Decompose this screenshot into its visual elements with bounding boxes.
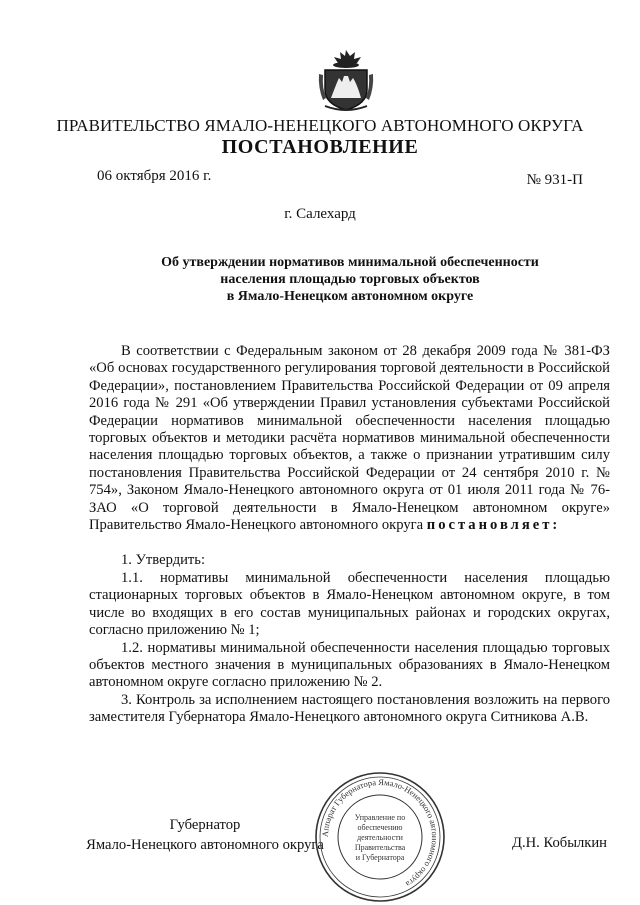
coat-of-arms-icon (317, 48, 375, 112)
stamp-line: Управление по (354, 813, 406, 822)
signatory-region: Ямало-Ненецкого автономного округа (86, 837, 324, 853)
preamble-paragraph (89, 343, 610, 534)
document-city: г. Салехард (284, 206, 356, 222)
document-body (89, 343, 610, 727)
stamp-line: и Губернатора (355, 853, 405, 862)
item-1: 1. Утвердить: (121, 552, 206, 569)
document-date: 06 октября 2016 г. (97, 168, 212, 184)
preamble-text: В соответствии с Федеральным законом от 28 декабря 2009 года № 381-ФЗ «Об основах государственного регулирования торговой деятельности в Российской Федерации», постановлением Правительства Российской Федерации от 09 апреля 2016 года № 291 «Об утверждении Правил установления субъектами Российской Федерации нормативов минимальной обеспеченности населения площадью торговых объектов и методики расчёта нормативов минимальной обеспеченности населения площадью торговых объектов, а также о признании утратившим силу постановления Правительства Российской Федерации от 24 сентября 2010 г. № 754», Законом Ямало-Ненецкого автономного округа от 01 июля 2011 года № 76-ЗАО «О торговой деятельности в Ямало-Ненецком автономном округе» Правительство Ямало-Ненецкого автономного округа (89, 343, 610, 534)
item-1-2: 1.2. нормативы минимальной обеспеченности населения площадью торговых объектов местного значения в муниципальных образованиях в Ямало-Ненецком автономном округе согласно приложению № 2. (89, 639, 610, 691)
item-3: 3. Контроль за исполнением настоящего постановления возложить на первого заместителя Губернатора Ямало-Ненецкого автономного округа Ситникова А.В. (89, 691, 610, 726)
government-name: ПРАВИТЕЛЬСТВО ЯМАЛО-НЕНЕЦКОГО АВТОНОМНОГО ОКРУГА (56, 116, 584, 135)
title-line: в Ямало-Ненецком автономном округе (226, 289, 474, 304)
title-line: Об утверждении нормативов минимальной обеспеченности (161, 255, 539, 270)
item-1-1: 1.1. нормативы минимальной обеспеченности населения площадью стационарных торговых объектов в Ямало-Ненецком автономном округе, в том числе во входящих в его состав муниципальных районах и городских округах, согласно приложению № 1; (89, 569, 610, 639)
stamp-line: Правительства (354, 843, 406, 852)
document-number: № 931-П (526, 172, 583, 188)
signatory-position (80, 815, 330, 855)
signatory-name: Д.Н. Кобылкин (512, 835, 607, 851)
signatory-title: Губернатор (169, 817, 241, 833)
document-type-heading: ПОСТАНОВЛЕНИЕ (221, 136, 419, 158)
stamp-line: деятельности (357, 833, 403, 842)
document-title (80, 254, 620, 305)
official-stamp (313, 770, 447, 904)
stamp-ring-text: Аппарат Губернатора Ямало-Ненецкого автономного округа (319, 776, 441, 890)
resolves-word: постановляет: (426, 517, 561, 534)
title-line: населения площадью торговых объектов (220, 272, 480, 287)
stamp-line: обеспечению (357, 823, 403, 832)
